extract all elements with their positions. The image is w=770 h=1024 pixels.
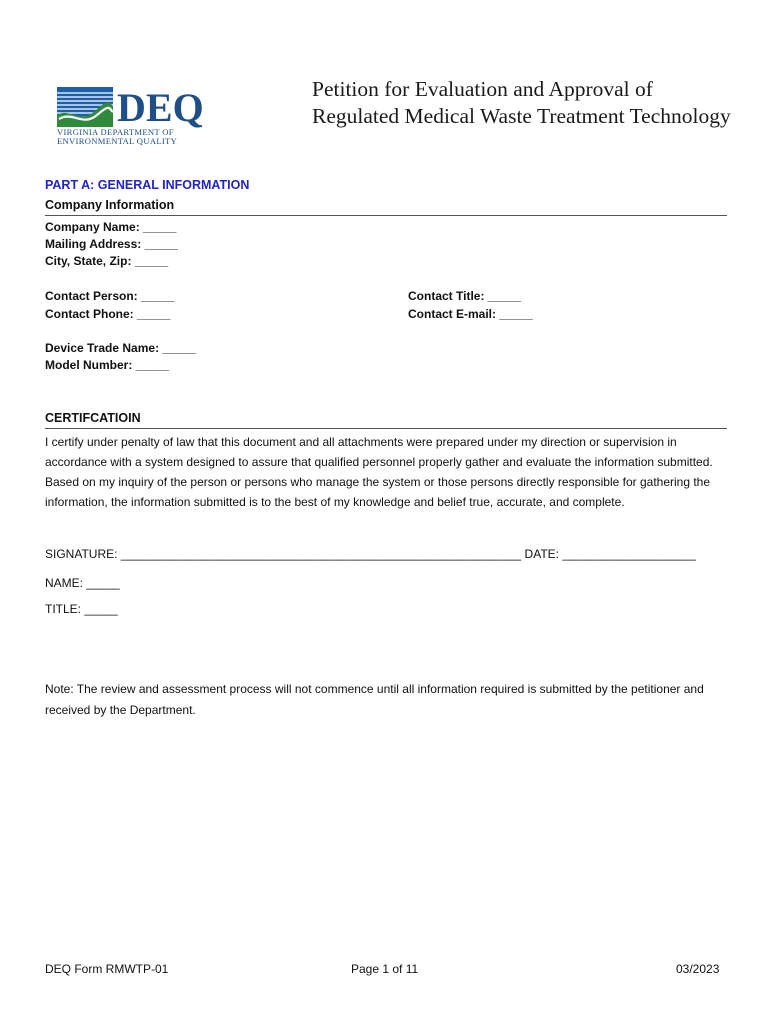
contact-email-field[interactable]: Contact E-mail: _____: [408, 307, 533, 321]
footer-date: 03/2023: [676, 962, 720, 976]
contact-title-field[interactable]: Contact Title: _____: [408, 289, 522, 303]
signature-date-line[interactable]: SIGNATURE: ____________________________________________________________ DATE: ____________________: [45, 547, 696, 561]
name-field[interactable]: NAME: _____: [45, 576, 120, 590]
city-state-zip-field[interactable]: City, State, Zip: _____: [45, 254, 169, 268]
contact-person-field[interactable]: Contact Person: _____: [45, 289, 175, 303]
deq-logo: [55, 85, 215, 147]
part-a-heading: PART A: GENERAL INFORMATION: [45, 178, 250, 192]
company-info-divider: [45, 215, 727, 216]
certification-divider: [45, 428, 727, 429]
contact-phone-field[interactable]: Contact Phone: _____: [45, 307, 171, 321]
svg-text:DEQ: DEQ: [117, 85, 204, 130]
device-trade-name-field[interactable]: Device Trade Name: _____: [45, 341, 196, 355]
company-name-field[interactable]: Company Name: _____: [45, 220, 177, 234]
deq-logo-icon: [55, 85, 215, 147]
mailing-address-field[interactable]: Mailing Address: _____: [45, 237, 178, 251]
review-note: Note: The review and assessment process will not commence until all information required is submitted by the petitioner and received by the Department.: [45, 682, 704, 717]
title-field[interactable]: TITLE: _____: [45, 602, 118, 616]
model-number-field[interactable]: Model Number: _____: [45, 358, 170, 372]
certification-heading: CERTIFCATIOIN: [45, 411, 141, 425]
svg-text:Virginia Department of: Virginia Department of: [57, 127, 174, 137]
svg-text:Environmental Quality: Environmental Quality: [57, 136, 178, 146]
footer-page-number: Page 1 of 11: [351, 962, 419, 976]
document-title: Petition for Evaluation and Approval of Regulated Medical Waste Treatment Technology: [312, 77, 731, 128]
company-info-heading: Company Information: [45, 198, 175, 212]
footer-form-id: DEQ Form RMWTP-01: [45, 962, 169, 976]
certification-text: I certify under penalty of law that this document and all attachments were prepared under my direction or supervision in accordance with a system designed to assure that qualified personnel properly gather and evaluate the information submitted. Based on my inquiry of the person or persons who manage the system or those persons directly responsible for gathering the information, the information submitted is to the best of my knowledge and belief true, accurate, and complete.: [45, 435, 713, 509]
